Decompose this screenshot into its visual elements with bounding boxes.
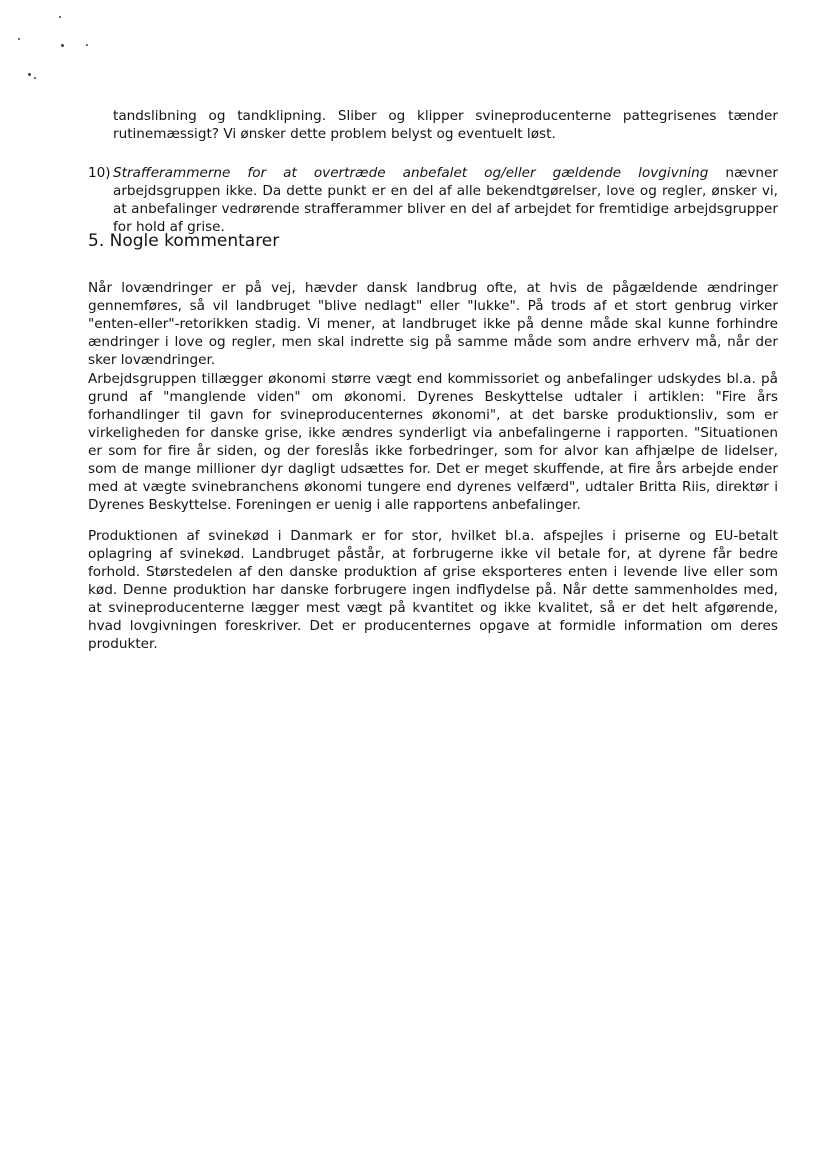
continuation-paragraph: tandslibning og tandklipning. Sliber og klipper svineproducenterne pattegrisenes tænder rutinemæssigt? Vi ønsker dette problem belyst og eventuelt løst. xyxy=(113,108,778,142)
scan-speck xyxy=(61,44,64,47)
body-paragraph: Arbejdsgruppen tillægger økonomi større vægt end kommissoriet og anbefalinger udskydes bl.a. på grund af "manglende viden" om økonomi. Dyrenes Beskyttelse udtaler i artiklen: "Fire års forhandlinger til gavn for svineproducenternes økonomi", at det barske produktionsliv, som er virkeligheden for danske grise, ikke ændres synderligt via anbefalingerne i rapporten. "Situationen er som for fire år siden, og der foreslås ikke forbedringer, som for alvor kan afhjælpe de lidelser, som de mange millioner dyr dagligt udsættes for. Det er meget skuffende, at fire års arbejde ender med at vægte svinebranchens økonomi tungere end dyrenes velfærd", udtaler Britta Riis, direktør i Dyrenes Beskyttelse. Foreningen er uenig i alle rapportens anbefalinger. xyxy=(88,371,778,513)
scan-speck xyxy=(28,73,31,76)
body-paragraph: Når lovændringer er på vej, hævder dansk landbrug ofte, at hvis de pågældende ændringer gennemføres, så vil landbruget "blive nedlagt" eller "lukke". På trods af et stort genbrug virker "enten-eller"-retorikken stadig. Vi mener, at landbruget ikke på denne måde skal kunne forhindre ændringer i love og regler, men skal indrette sig på samme måde som andre erhverv må, når der sker lovændringer. xyxy=(88,280,778,368)
scan-speck xyxy=(86,44,88,46)
scan-speck xyxy=(34,77,36,79)
body-paragraph: Produktionen af svinekød i Danmark er for stor, hvilket bl.a. afspejles i priserne og EU-betalt oplagring af svinekød. Landbruget påstår, at forbrugerne ikke vil betale for, at dyrene får bedre forhold. Størstedelen af den danske produktion af grise eksporteres enten i levende live eller som kød. Denne produktion har danske forbrugere ingen indflydelse på. Når dette sammenholdes med, at svineproducenterne lægger mest vægt på kvantitet og ikke kvalitet, så er det helt afgørende, hvad lovgivningen foreskriver. Det er producenternes opgave at formidle information om deres produkter. xyxy=(88,528,778,652)
list-item-emphasis: Strafferammerne for at overtræde anbefalet og/eller gældende lovgivning xyxy=(113,165,709,181)
list-item-text: nævner arbejdsgruppen ikke. Da dette punkt er en del af alle bekendtgørelser, love og regler, ønsker vi, at anbefalinger vedrørende strafferammer bliver en del af arbejdet for fremtidige arbejdsgrupper for hold af grise. xyxy=(113,165,778,235)
scan-speck xyxy=(59,16,61,18)
scan-speck xyxy=(18,38,20,40)
section-heading: 5. Nogle kommentarer xyxy=(88,231,280,251)
list-item-body xyxy=(113,164,778,236)
list-item-number: 10) xyxy=(88,165,111,181)
